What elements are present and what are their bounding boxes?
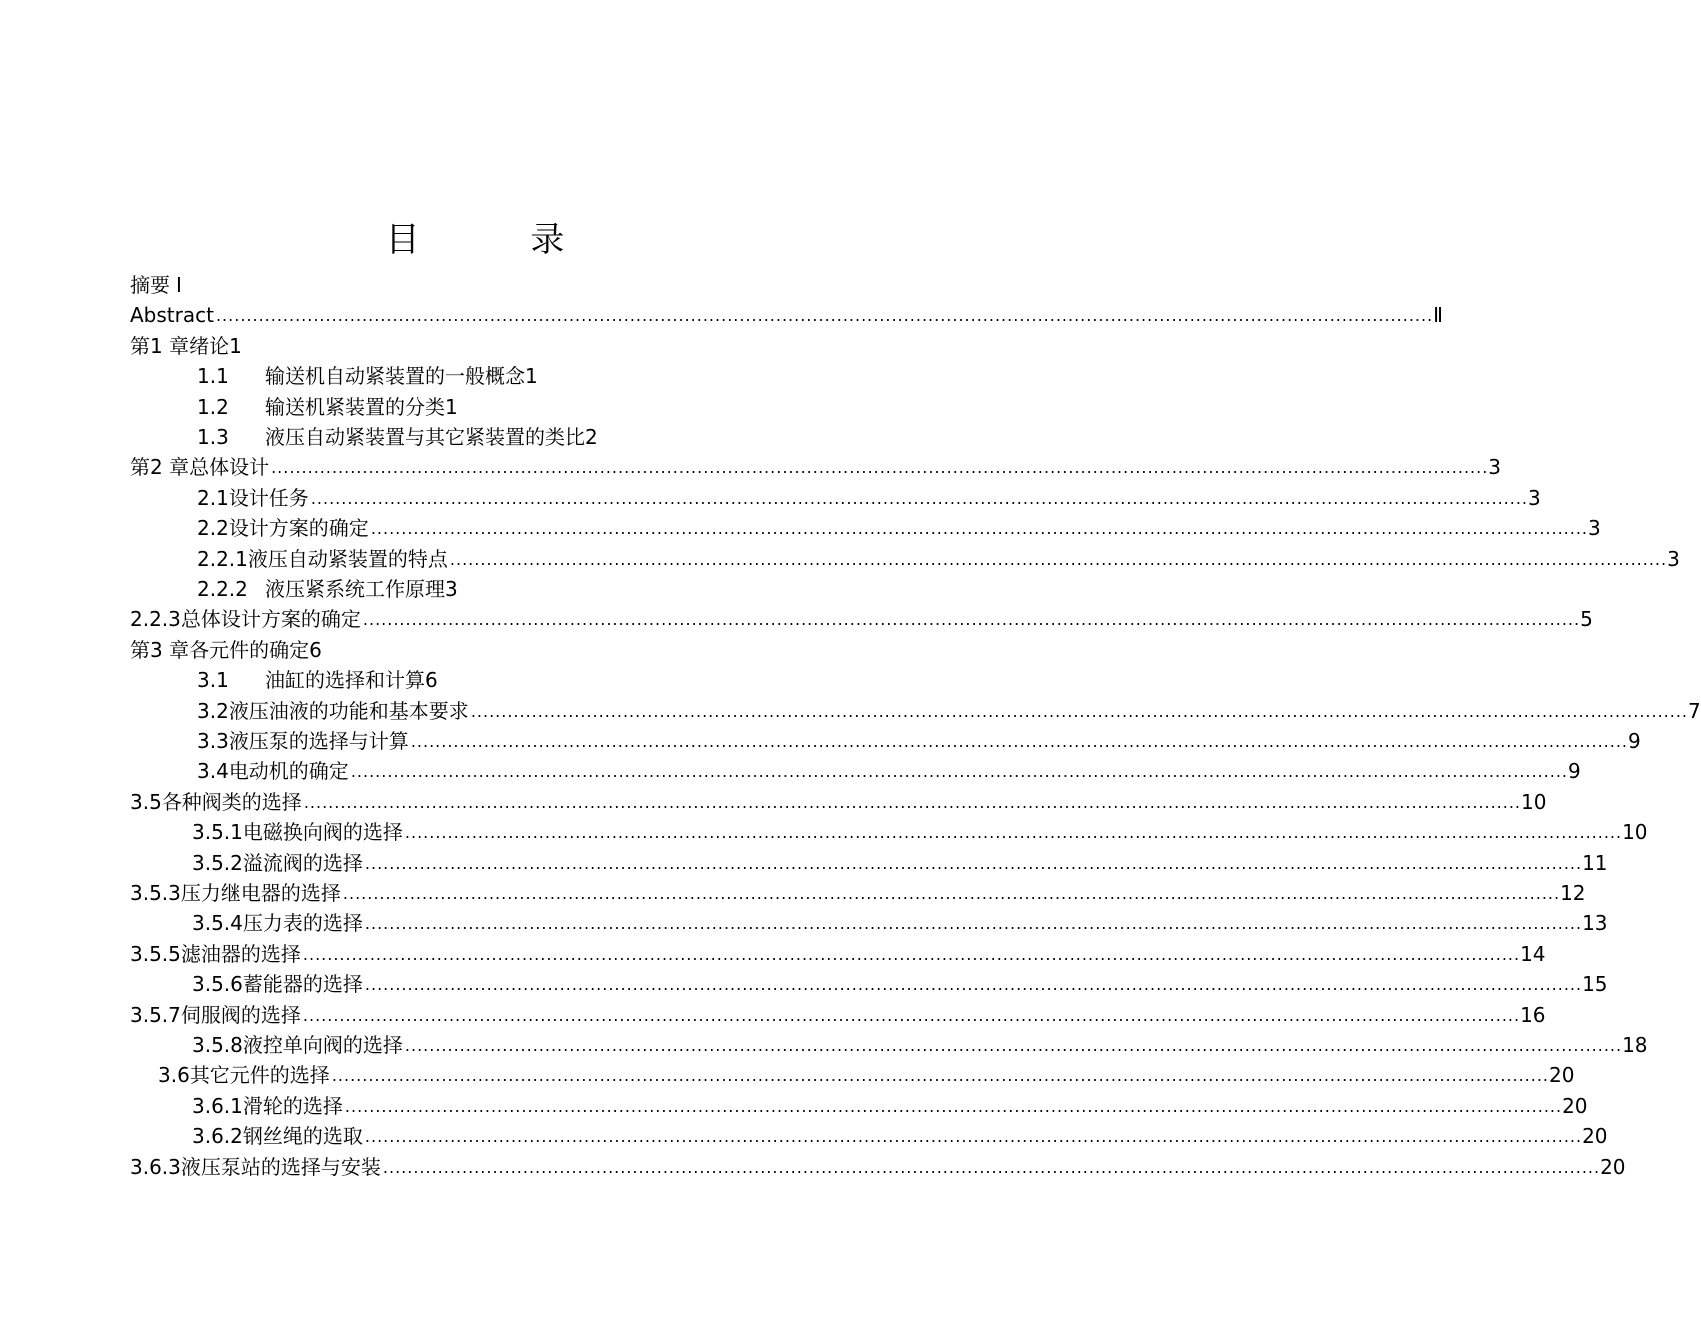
toc-entry[interactable]	[192, 967, 1608, 997]
toc-dot-leader: ........................................................................................................................................................................................................	[350, 762, 1568, 782]
toc-dot-leader: ........................................................................................................................................................................................................	[342, 884, 1561, 903]
toc-entry-title: 设计方案的确定	[228, 516, 369, 541]
toc-dot-leader: ........................................................................................................................................................................................................	[364, 975, 1583, 995]
toc-dot-leader: ........................................................................................................................................................................................................	[404, 1036, 1623, 1055]
toc-entry[interactable]	[130, 876, 1586, 906]
toc-entry-title: 摘要	[130, 273, 170, 297]
toc-entry-number: 2.1	[197, 485, 229, 510]
toc-entry-number: 1.2	[197, 394, 229, 419]
toc-entry[interactable]	[197, 663, 820, 693]
toc-dot-leader: ........................................................................................................................................................................................................	[271, 458, 1489, 478]
toc-dot-leader: ........................................................................................................................................................................................................	[302, 944, 1521, 964]
toc-entry[interactable]	[130, 1150, 1626, 1180]
toc-entry-page: 2	[585, 425, 598, 449]
toc-entry-page: 20	[1562, 1093, 1588, 1118]
toc-entry-title: 钢丝绳的选取	[242, 1124, 363, 1149]
toc-entry-title: 输送机自动紧装置的一般概念	[265, 364, 525, 389]
toc-entry[interactable]	[192, 906, 1608, 936]
toc-entry-page: 15	[1582, 972, 1608, 997]
toc-entry[interactable]	[197, 754, 1581, 784]
toc-entry-number: 3.2	[197, 698, 229, 723]
toc-entry[interactable]	[197, 724, 1641, 754]
toc-entry-number: 2.2.3	[130, 607, 181, 632]
toc-dot-leader: ........................................................................................................................................................................................................	[410, 732, 1628, 751]
toc-entry[interactable]	[192, 815, 1648, 845]
toc-entry-title: 电磁换向阀的选择	[242, 820, 403, 845]
toc-entry-title: 电动机的确定	[228, 759, 349, 784]
toc-entry[interactable]	[130, 937, 1546, 967]
toc-entry-page: 7	[1688, 698, 1701, 723]
toc-entry-number: 3.1	[197, 668, 229, 693]
toc-entry-page: 3	[1588, 516, 1601, 541]
toc-entry-page: 20	[1600, 1154, 1626, 1179]
toc-entry-page: 12	[1560, 881, 1586, 905]
toc-entry-page: 1	[525, 364, 538, 389]
toc-dot-leader: ........................................................................................................................................................................................................	[362, 610, 1581, 630]
toc-entry[interactable]	[192, 1028, 1648, 1058]
toc-entry-number: 3.3	[197, 729, 229, 753]
toc-entry[interactable]	[158, 1058, 1575, 1088]
toc-entry-page: Ⅰ	[176, 273, 182, 297]
toc-entry-number: 1.1	[197, 364, 229, 389]
toc-entry[interactable]	[192, 1089, 1588, 1119]
toc-dot-leader: ........................................................................................................................................................................................................	[310, 488, 1528, 508]
toc-entry-number: 3.5	[130, 789, 162, 814]
toc-entry-number: 3.5.8	[192, 1033, 243, 1057]
toc-entry-title: 输送机紧装置的分类	[265, 394, 445, 419]
toc-entry-title: 液压紧系统工作原理	[265, 577, 445, 601]
toc-entry[interactable]	[130, 602, 1593, 632]
toc-dot-leader: ........................................................................................................................................................................................................	[404, 823, 1623, 843]
toc-entry-number: 3.5.7	[130, 1002, 181, 1027]
toc-entry-title: 其它元件的选择	[189, 1063, 330, 1088]
toc-entry[interactable]	[192, 1119, 1608, 1149]
toc-entry-title: 压力继电器的选择	[180, 881, 341, 905]
toc-entry[interactable]	[130, 329, 820, 359]
toc-entry-title: 第3 章各元件的确定	[130, 637, 310, 662]
toc-entry-page: 10	[1521, 789, 1547, 814]
toc-entry-title: 液压自动紧装置与其它紧装置的类比	[265, 425, 585, 449]
toc-entry-number: 3.5.2	[192, 850, 243, 875]
toc-entry-page: 20	[1582, 1124, 1608, 1149]
toc-entry-number: 3.6.1	[192, 1093, 243, 1118]
toc-dot-leader: ........................................................................................................................................................................................................	[215, 306, 1434, 326]
toc-entry-page: 18	[1622, 1033, 1648, 1057]
toc-entry[interactable]	[130, 633, 820, 663]
toc-entry[interactable]	[197, 390, 820, 420]
toc-entry-number: 3.5.3	[130, 881, 181, 905]
toc-dot-leader: ........................................................................................................................................................................................................	[382, 1157, 1601, 1177]
toc-entry[interactable]	[130, 298, 1443, 328]
toc-entry-page: Ⅱ	[1433, 303, 1443, 328]
toc-entry-title: 伺服阀的选择	[180, 1002, 301, 1027]
toc-dot-leader: ........................................................................................................................................................................................................	[331, 1066, 1549, 1086]
toc-entry[interactable]	[197, 542, 1680, 572]
toc-entry-title: 总体设计方案的确定	[180, 607, 361, 632]
toc-entry-title: 第2 章总体设计	[130, 455, 270, 480]
toc-dot-leader: ........................................................................................................................................................................................................	[364, 914, 1583, 934]
toc-entry-title: 各种阀类的选择	[161, 789, 302, 814]
toc-entry-page: 13	[1582, 911, 1608, 936]
toc-entry-page: 10	[1622, 820, 1648, 845]
toc-entry[interactable]	[197, 359, 820, 389]
toc-dot-leader: ........................................................................................................................................................................................................	[364, 853, 1583, 873]
toc-entry[interactable]	[197, 694, 1701, 724]
toc-entry-page: 6	[425, 668, 438, 693]
toc-title: 目 录	[385, 220, 615, 260]
toc-entry[interactable]	[192, 846, 1608, 876]
toc-entry[interactable]	[197, 420, 820, 450]
toc-dot-leader: ........................................................................................................................................................................................................	[303, 792, 1521, 812]
toc-entry-number: 2.2.1	[197, 546, 248, 571]
toc-entry-title: 液压泵的选择与计算	[228, 729, 409, 753]
toc-entry-number: 2.2.2	[197, 577, 248, 601]
toc-entry[interactable]	[130, 450, 1502, 480]
toc-dot-leader: ........................................................................................................................................................................................................	[302, 1005, 1521, 1025]
toc-entry-page: 16	[1520, 1002, 1546, 1027]
toc-entry-title: Abstract	[130, 303, 214, 328]
toc-entry-title: 液压油液的功能和基本要求	[228, 698, 469, 723]
toc-entry[interactable]	[197, 481, 1541, 511]
toc-entry-number: 3.6	[158, 1063, 190, 1088]
toc-entry-title: 设计任务	[228, 485, 309, 510]
toc-dot-leader: ........................................................................................................................................................................................................	[470, 701, 1688, 721]
toc-entry-page: 3	[1488, 455, 1502, 480]
toc-entry-number: 3.5.5	[130, 941, 181, 966]
toc-entry-number: 3.6.2	[192, 1124, 243, 1149]
toc-dot-leader: ........................................................................................................................................................................................................	[449, 549, 1668, 569]
toc-entry-number: 3.6.3	[130, 1154, 181, 1179]
toc-entry[interactable]	[130, 998, 1546, 1028]
toc-entry-page: 9	[1628, 729, 1641, 753]
toc-entry-number: 2.2	[197, 516, 229, 541]
toc-dot-leader: ........................................................................................................................................................................................................	[370, 519, 1588, 539]
toc-entry-title: 油缸的选择和计算	[265, 668, 425, 693]
toc-entry-number: 3.5.4	[192, 911, 243, 936]
toc-entry-title: 第1 章绪论	[130, 333, 230, 358]
toc-entry-number: 3.5.6	[192, 972, 243, 997]
toc-entry-page: 1	[445, 394, 458, 419]
toc-dot-leader: ........................................................................................................................................................................................................	[364, 1127, 1583, 1147]
toc-entry-page: 1	[229, 333, 242, 358]
toc-entry[interactable]	[130, 268, 820, 298]
toc-entry-page: 14	[1520, 941, 1546, 966]
toc-entry-number: 3.5.1	[192, 820, 243, 845]
toc-entry-title: 蓄能器的选择	[242, 972, 363, 997]
toc-entry-page: 3	[1528, 485, 1541, 510]
toc-entry[interactable]	[130, 785, 1547, 815]
toc-entry-title: 液压自动紧装置的特点	[247, 546, 448, 571]
toc-entry-title: 液压泵站的选择与安装	[180, 1154, 381, 1179]
toc-entry-title: 溢流阀的选择	[242, 850, 363, 875]
toc-entry-title: 液控单向阀的选择	[242, 1033, 403, 1057]
toc-entry-number: 3.4	[197, 759, 229, 784]
toc-entry-page: 20	[1549, 1063, 1575, 1088]
toc-entry[interactable]	[197, 572, 820, 602]
toc-entry-title: 压力表的选择	[242, 911, 363, 936]
toc-entry-page: 3	[1667, 546, 1680, 571]
toc-entry-number: 1.3	[197, 425, 229, 449]
toc-dot-leader: ........................................................................................................................................................................................................	[344, 1096, 1563, 1116]
toc-entry-page: 11	[1582, 850, 1608, 875]
toc-entry-page: 3	[445, 577, 458, 601]
toc-entry-page: 5	[1580, 607, 1593, 632]
toc-entry-page: 9	[1568, 759, 1581, 784]
toc-entry[interactable]	[197, 511, 1601, 541]
toc-entry-title: 滤油器的选择	[180, 941, 301, 966]
toc-entry-title: 滑轮的选择	[242, 1093, 343, 1118]
toc-entry-page: 6	[309, 637, 322, 662]
